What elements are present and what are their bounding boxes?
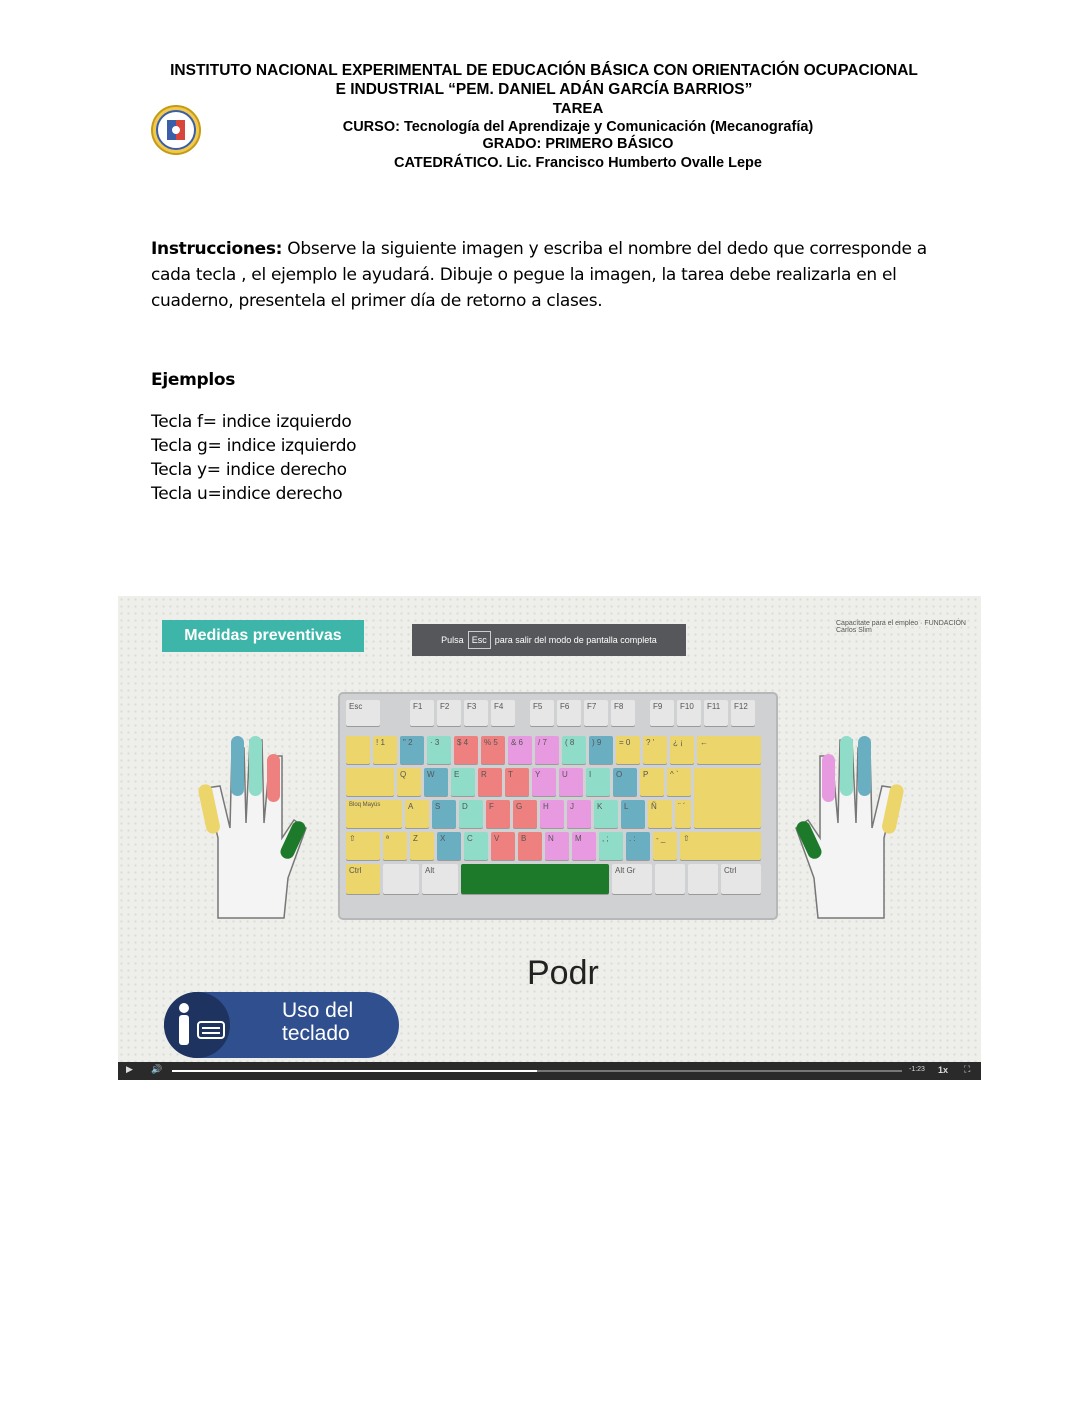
key-f12: F12 <box>731 700 755 726</box>
key-r: R <box>478 768 502 796</box>
key-f7: F7 <box>584 700 608 726</box>
key-8: ( 8 <box>562 736 586 764</box>
key-x: X <box>437 832 461 860</box>
right-hand-illustration <box>794 728 904 938</box>
key-f3: F3 <box>464 700 488 726</box>
key-2: " 2 <box>400 736 424 764</box>
speed-button[interactable]: 1x <box>938 1065 949 1075</box>
examples-list <box>151 410 356 506</box>
key-v: V <box>491 832 515 860</box>
instructions <box>151 236 951 314</box>
key-h: H <box>540 800 564 828</box>
key-p: P <box>640 768 664 796</box>
key-c: C <box>464 832 488 860</box>
task-title: TAREA <box>552 100 604 117</box>
fullscreen-icon[interactable]: ⛶ <box>964 1064 971 1074</box>
key-right-shift: ⇧ <box>680 832 761 860</box>
key-right-win <box>655 864 685 894</box>
esc-suffix: para salir del modo de pantalla completa <box>494 635 657 645</box>
key-comma: , ; <box>599 832 623 860</box>
progress-track[interactable] <box>172 1070 902 1072</box>
key-enye: Ñ <box>648 800 672 828</box>
uso-line2: teclado <box>282 1022 350 1045</box>
key-enter <box>694 768 761 828</box>
key-6: & 6 <box>508 736 532 764</box>
key-m: M <box>572 832 596 860</box>
key-7: / 7 <box>535 736 559 764</box>
key-esc: Esc <box>346 700 380 726</box>
key-b: B <box>518 832 542 860</box>
key-f1: F1 <box>410 700 434 726</box>
brand-logo: Capacítate para el empleo · FUNDACIÓN Carlos Slim <box>836 620 966 634</box>
person-keyboard-icon <box>164 992 230 1058</box>
key-4: $ 4 <box>454 736 478 764</box>
key-left-shift: ⇧ <box>346 832 380 860</box>
key-s: S <box>432 800 456 828</box>
key-5: % 5 <box>481 736 505 764</box>
key-f11: F11 <box>704 700 728 726</box>
key-f9: F9 <box>650 700 674 726</box>
key-hyphen: - _ <box>653 832 677 860</box>
volume-icon[interactable]: 🔊 <box>151 1064 163 1074</box>
key-ordinal: ª <box>383 832 407 860</box>
key-f4: F4 <box>491 700 515 726</box>
key-0: = 0 <box>616 736 640 764</box>
uso-teclado-text <box>282 999 353 1045</box>
key-backspace: ← <box>697 736 761 764</box>
uso-teclado-banner <box>164 992 399 1058</box>
key-9: ) 9 <box>589 736 613 764</box>
key-period: . : <box>626 832 650 860</box>
example-item: Tecla y= indice derecho <box>151 460 347 480</box>
key-g: G <box>513 800 537 828</box>
key-menu <box>688 864 718 894</box>
school-name-line1: INSTITUTO NACIONAL EXPERIMENTAL DE EDUCACIÓN BÁSICA CON ORIENTACIÓN OCUPACIONAL <box>170 62 918 79</box>
key-f5: F5 <box>530 700 554 726</box>
key-t: T <box>505 768 529 796</box>
key-caps-lock: Bloq Mayús <box>346 800 402 828</box>
key-caret: ^ ` <box>667 768 691 796</box>
school-name-line2: E INDUSTRIAL “PEM. DANIEL ADÁN GARCÍA BARRIOS” <box>335 81 753 98</box>
teacher-line: CATEDRÁTICO. Lic. Francisco Humberto Ovalle Lepe <box>394 155 762 171</box>
key-tab <box>346 768 394 796</box>
progress-fill <box>172 1070 537 1072</box>
video-controls <box>118 1062 981 1080</box>
key-e: E <box>451 768 475 796</box>
key-f10: F10 <box>677 700 701 726</box>
key-d: D <box>459 800 483 828</box>
school-logo <box>150 100 202 162</box>
keyboard-diagram <box>338 692 778 920</box>
key-space <box>461 864 609 894</box>
typed-word: Podr <box>527 954 599 992</box>
examples-title: Ejemplos <box>151 370 236 390</box>
time-remaining: -1:23 <box>909 1066 925 1073</box>
key-apostrophe: ? ' <box>643 736 667 764</box>
play-icon[interactable]: ▶ <box>126 1064 133 1074</box>
key-alt: Alt <box>422 864 458 894</box>
key-backtick <box>346 736 370 764</box>
key-3: · 3 <box>427 736 451 764</box>
fullscreen-hint <box>412 624 686 656</box>
key-right-ctrl: Ctrl <box>721 864 761 894</box>
example-item: Tecla g= indice izquierdo <box>151 436 357 456</box>
uso-line1: Uso del <box>282 999 354 1022</box>
key-j: J <box>567 800 591 828</box>
key-k: K <box>594 800 618 828</box>
left-hand-illustration <box>198 728 308 938</box>
key-n: N <box>545 832 569 860</box>
instructions-text: Observe la siguiente imagen y escriba el nombre del dedo que corresponde a cada tecla , el ejemplo le ayudará. Dibuje o pegue la imagen, la tarea debe realizarla en el cuaderno, presentela el primer día de retorno a clases. <box>151 239 927 311</box>
key-f2: F2 <box>437 700 461 726</box>
esc-prefix: Pulsa <box>441 635 464 645</box>
video-frame[interactable] <box>118 596 981 1080</box>
key-dieresis: ¨ ´ <box>675 800 691 828</box>
instructions-label: Instrucciones: <box>151 239 283 259</box>
grade-line: GRADO: PRIMERO BÁSICO <box>482 136 674 152</box>
key-u: U <box>559 768 583 796</box>
key-q: Q <box>397 768 421 796</box>
key-w: W <box>424 768 448 796</box>
key-alt-gr: Alt Gr <box>612 864 652 894</box>
course-line: CURSO: Tecnología del Aprendizaje y Comunicación (Mecanografía) <box>342 119 814 135</box>
key-left-win <box>383 864 419 894</box>
example-item: Tecla f= indice izquierdo <box>151 412 352 432</box>
key-a: A <box>405 800 429 828</box>
key-f: F <box>486 800 510 828</box>
key-i: I <box>586 768 610 796</box>
key-left-ctrl: Ctrl <box>346 864 380 894</box>
key-1: ! 1 <box>373 736 397 764</box>
key-f8: F8 <box>611 700 635 726</box>
topic-badge: Medidas preventivas <box>162 620 364 652</box>
key-l: L <box>621 800 645 828</box>
key-z: Z <box>410 832 434 860</box>
key-f6: F6 <box>557 700 581 726</box>
esc-key-label: Esc <box>468 631 491 649</box>
key-o: O <box>613 768 637 796</box>
key-inverted-exclamation: ¿ ¡ <box>670 736 694 764</box>
example-item: Tecla u=indice derecho <box>151 484 343 504</box>
key-y: Y <box>532 768 556 796</box>
